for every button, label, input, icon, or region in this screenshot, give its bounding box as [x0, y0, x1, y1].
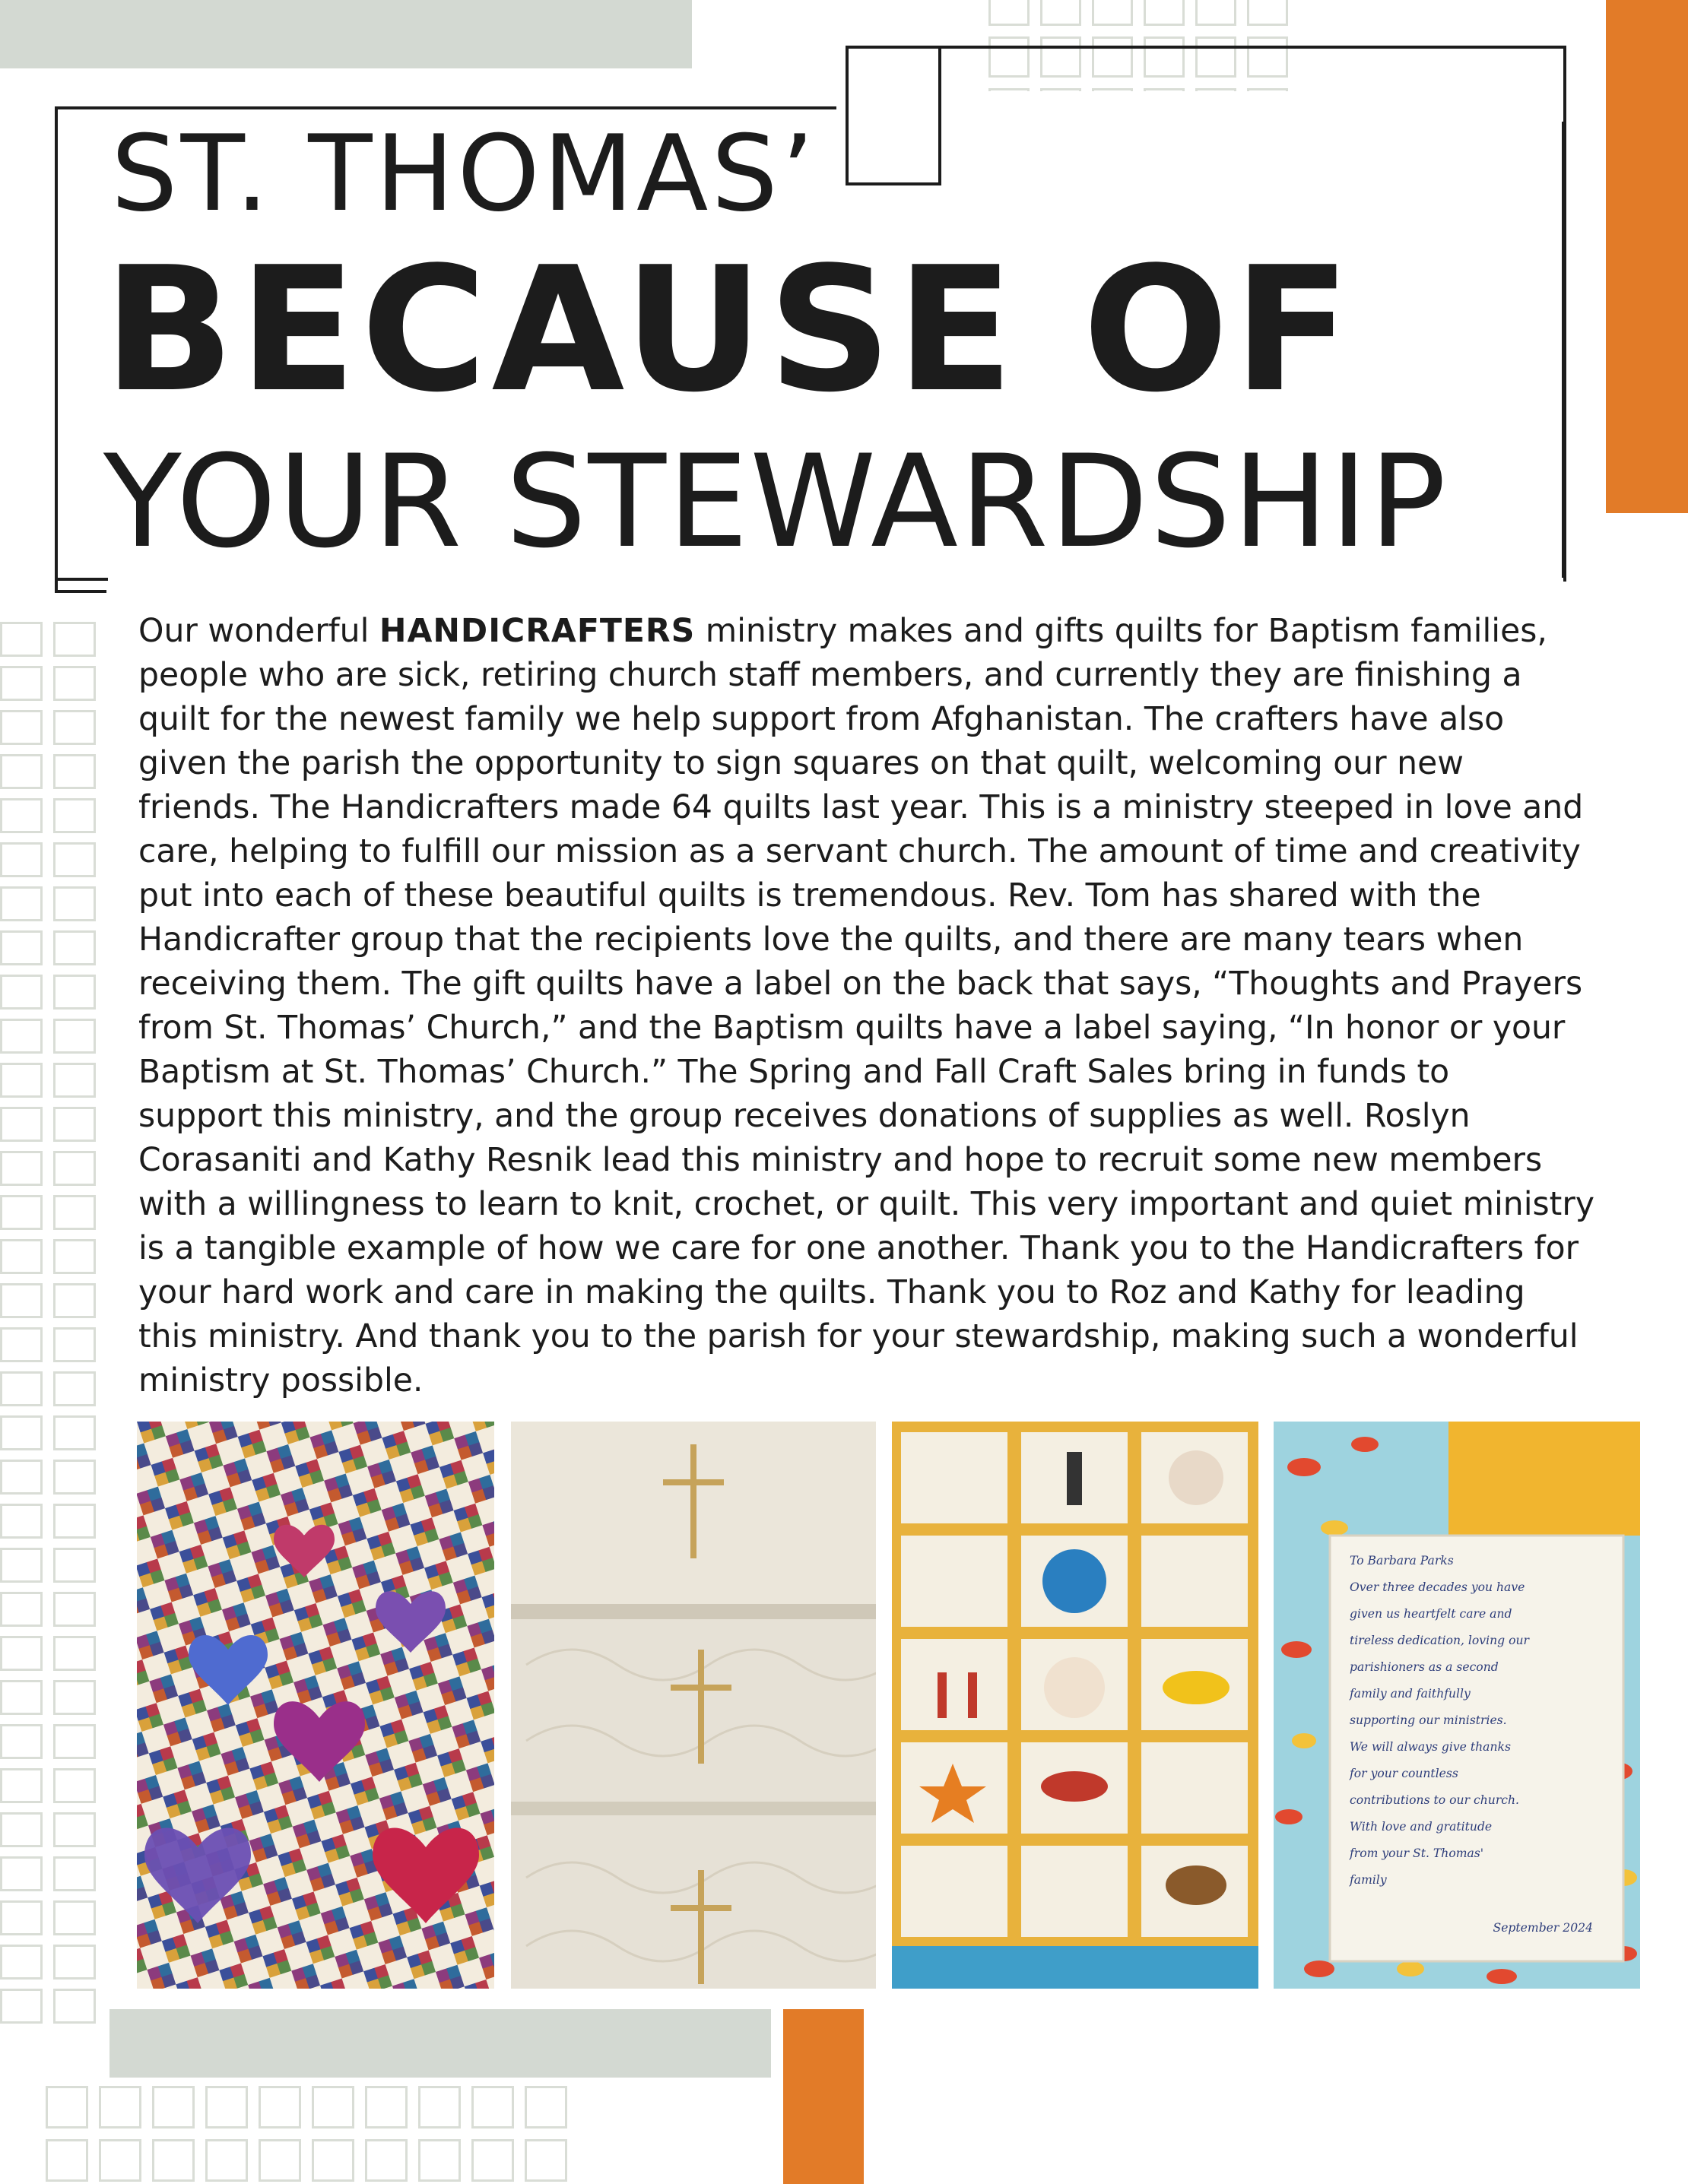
article-line: Handicrafter group that the recipients love the quilts, and there are many tears when: [138, 921, 1524, 959]
article-line: Baptism at St. Thomas’ Church.” The Spring and Fall Craft Sales bring in funds to: [138, 1054, 1450, 1091]
bottom-orange-bar: [783, 2009, 864, 2184]
article-line: this ministry. And thank you to the parish for your stewardship, making such a wonderful: [138, 1318, 1579, 1355]
frame-line-right: [1563, 46, 1566, 582]
frame-gap-top: [836, 91, 1566, 122]
title-line-3: YOUR STEWARDSHIP: [103, 427, 1448, 576]
decorative-grid-bottom: [46, 2086, 567, 2182]
article-line: Corasaniti and Kathy Resnik lead this ministry and hope to recruit some new members: [138, 1142, 1543, 1179]
top-gray-bar: [0, 0, 692, 68]
ocean-quilt-photo: [892, 1422, 1258, 1989]
bottom-gray-bar: [109, 2009, 771, 2078]
article-line: receiving them. The gift quilts have a label on the back that says, “Thoughts and Prayers: [138, 965, 1583, 1003]
frame-line-bottom-stub: [55, 578, 108, 581]
article-body: [138, 610, 1610, 1403]
article-line: support this ministry, and the group receives donations of supplies as well. Roslyn: [138, 1098, 1471, 1135]
article-line: ministry possible.: [138, 1362, 424, 1399]
right-orange-bar: [1606, 0, 1688, 513]
article-intro: Our wonderful: [138, 613, 379, 650]
title-line-1: ST. THOMAS’: [111, 113, 817, 235]
quilt-label-handwriting: To Barbara Parks Over three decades you have given us heartfelt care and tireless dedication, loving our parishioners as a second family and faithfully supporting our ministries. We will always give thanks for your countless contributions to our church. With love and gratitude from your St. Thomas' family September 2024: [1350, 1548, 1616, 1942]
article-line: care, helping to fulfill our mission as a servant church. The amount of time and creativity: [138, 833, 1581, 870]
article-line: from St. Thomas’ Church,” and the Baptism quilts have a label saying, “In honor or your: [138, 1010, 1566, 1047]
article-line: your hard work and care in making the quilts. Thank you to Roz and Kathy for leading: [138, 1274, 1525, 1311]
ministry-name: HANDICRAFTERS: [379, 613, 696, 650]
frame-gap-bottom: [106, 578, 1574, 608]
article-line: is a tangible example of how we care for one another. Thank you to the Handicrafters for: [138, 1230, 1579, 1267]
cross-quilt-photo: [511, 1422, 876, 1989]
article-line: Our wonderful HANDICRAFTERS ministry makes and gifts quilts for Baptism families,: [138, 613, 1547, 650]
article-line: people who are sick, retiring church staff members, and currently they are finishing a: [138, 657, 1522, 694]
article-line: given the parish the opportunity to sign squares on that quilt, welcoming our new: [138, 745, 1464, 782]
quilt-label-photo: [1274, 1422, 1640, 1989]
quilt-label-date: September 2024: [1493, 1921, 1593, 1935]
heart-quilt-photo: [137, 1422, 494, 1989]
article-line: quilt for the newest family we help support from Afghanistan. The crafters have also: [138, 701, 1505, 738]
frame-accent-square: [846, 46, 941, 185]
article-line: with a willingness to learn to knit, crochet, or quilt. This very important and quiet ministry: [138, 1186, 1594, 1223]
article-line: put into each of these beautiful quilts is tremendous. Rev. Tom has shared with the: [138, 877, 1481, 914]
title-line-2: BECAUSE OF: [103, 230, 1356, 430]
article-line: friends. The Handicrafters made 64 quilts last year. This is a ministry steeped in love and: [138, 789, 1584, 826]
decorative-grid-left: [0, 622, 96, 2024]
frame-line-top: [846, 46, 1566, 49]
